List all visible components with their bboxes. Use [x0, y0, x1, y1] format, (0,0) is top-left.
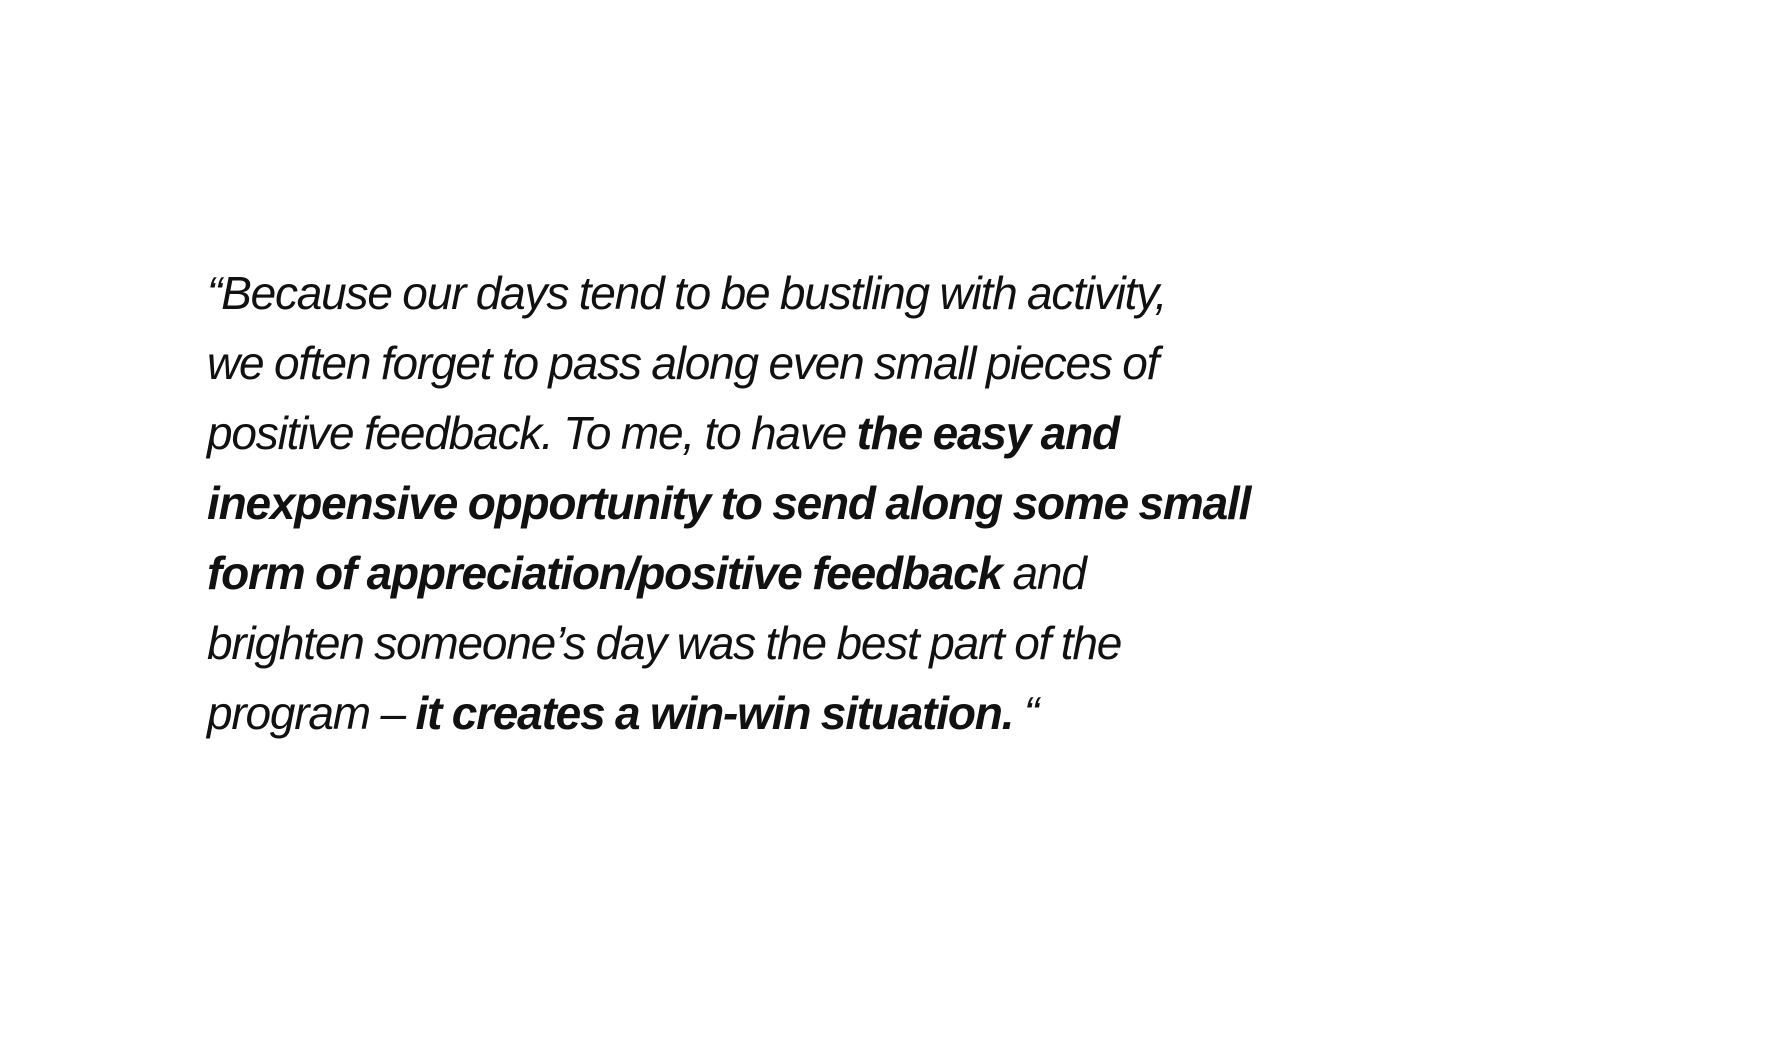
quote-emphasis: the easy and — [856, 407, 1119, 459]
closing-quote-mark: “ — [1013, 687, 1038, 739]
quote-text: program – — [207, 687, 416, 739]
quote-line-3 — [207, 398, 1407, 468]
quote-text: “Because our days tend to be bustling with activity, — [207, 267, 1167, 319]
quote-line-7 — [207, 678, 1407, 748]
quote-line-4 — [207, 468, 1407, 538]
quote-text: brighten someone’s day was the best part of the — [207, 617, 1122, 669]
quote-line-2 — [207, 328, 1407, 398]
quote-emphasis: form of appreciation/positive feedback — [207, 547, 1002, 599]
quote-emphasis: it creates a win-win situation. — [415, 687, 1014, 739]
quote-text: and — [1001, 547, 1086, 599]
quote-text: positive feedback. To me, to have — [207, 407, 857, 459]
testimonial-quote — [207, 258, 1407, 748]
quote-text: we often forget to pass along even small pieces of — [207, 337, 1159, 389]
quote-line-6 — [207, 608, 1407, 678]
quote-line-1 — [207, 258, 1407, 328]
quote-line-5 — [207, 538, 1407, 608]
quote-emphasis: inexpensive opportunity to send along some small — [207, 477, 1251, 529]
